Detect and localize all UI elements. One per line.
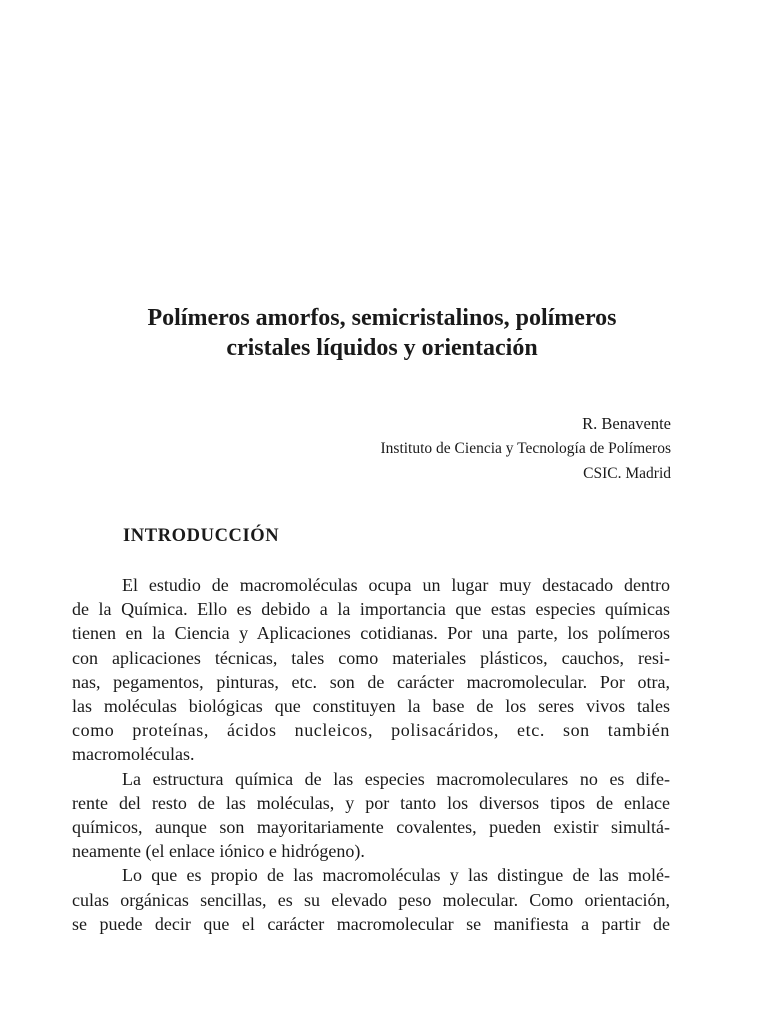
- body-line: culas orgánicas sencillas, es su elevado peso molecular. Como orientación,: [72, 889, 670, 910]
- body-line: tienen en la Ciencia y Aplicaciones cotidianas. Por una parte, los polímeros: [72, 623, 670, 644]
- body-line: rente del resto de las moléculas, y por tanto los diversos tipos de enlace: [72, 792, 670, 813]
- author-affiliation: [381, 411, 672, 486]
- author-name: R. Benavente: [582, 414, 671, 433]
- body-line: neamente (el enlace iónico e hidrógeno).: [72, 841, 365, 862]
- body-line: macromoléculas.: [72, 744, 195, 765]
- body-line: El estudio de macromoléculas ocupa un lugar muy destacado dentro: [122, 575, 670, 595]
- body-line: las moléculas biológicas que constituyen la base de los seres vivos tales: [72, 696, 670, 717]
- paper-title-line-2: cristales líquidos y orientación: [226, 335, 538, 361]
- body-line: con aplicaciones técnicas, tales como materiales plásticos, cauchos, resi-: [72, 647, 670, 668]
- body-line: La estructura química de las especies macromoleculares no es dife-: [122, 768, 670, 789]
- section-heading: INTRODUCCIÓN: [123, 526, 280, 546]
- body-line: Lo que es propio de las macromoléculas y las distingue de las molé-: [122, 865, 670, 886]
- body-line: nas, pegamentos, pinturas, etc. son de carácter macromolecular. Por otra,: [72, 671, 670, 692]
- institute-location: CSIC. Madrid: [583, 465, 671, 482]
- body-line: químicos, aunque son mayoritariamente covalentes, pueden existir simultá-: [72, 817, 670, 838]
- paper-title: [72, 303, 692, 363]
- body-line: como proteínas, ácidos nucleicos, polisacáridos, etc. son también: [72, 720, 670, 741]
- body-line: de la Química. Ello es debido a la importancia que estas especies químicas: [72, 599, 670, 620]
- body-text: [72, 573, 670, 936]
- institute-name: Instituto de Ciencia y Tecnología de Polímeros: [380, 440, 671, 457]
- body-line: se puede decir que el carácter macromolecular se manifiesta a partir de: [72, 913, 670, 934]
- paper-title-line-1: Polímeros amorfos, semicristalinos, polímeros: [147, 305, 617, 331]
